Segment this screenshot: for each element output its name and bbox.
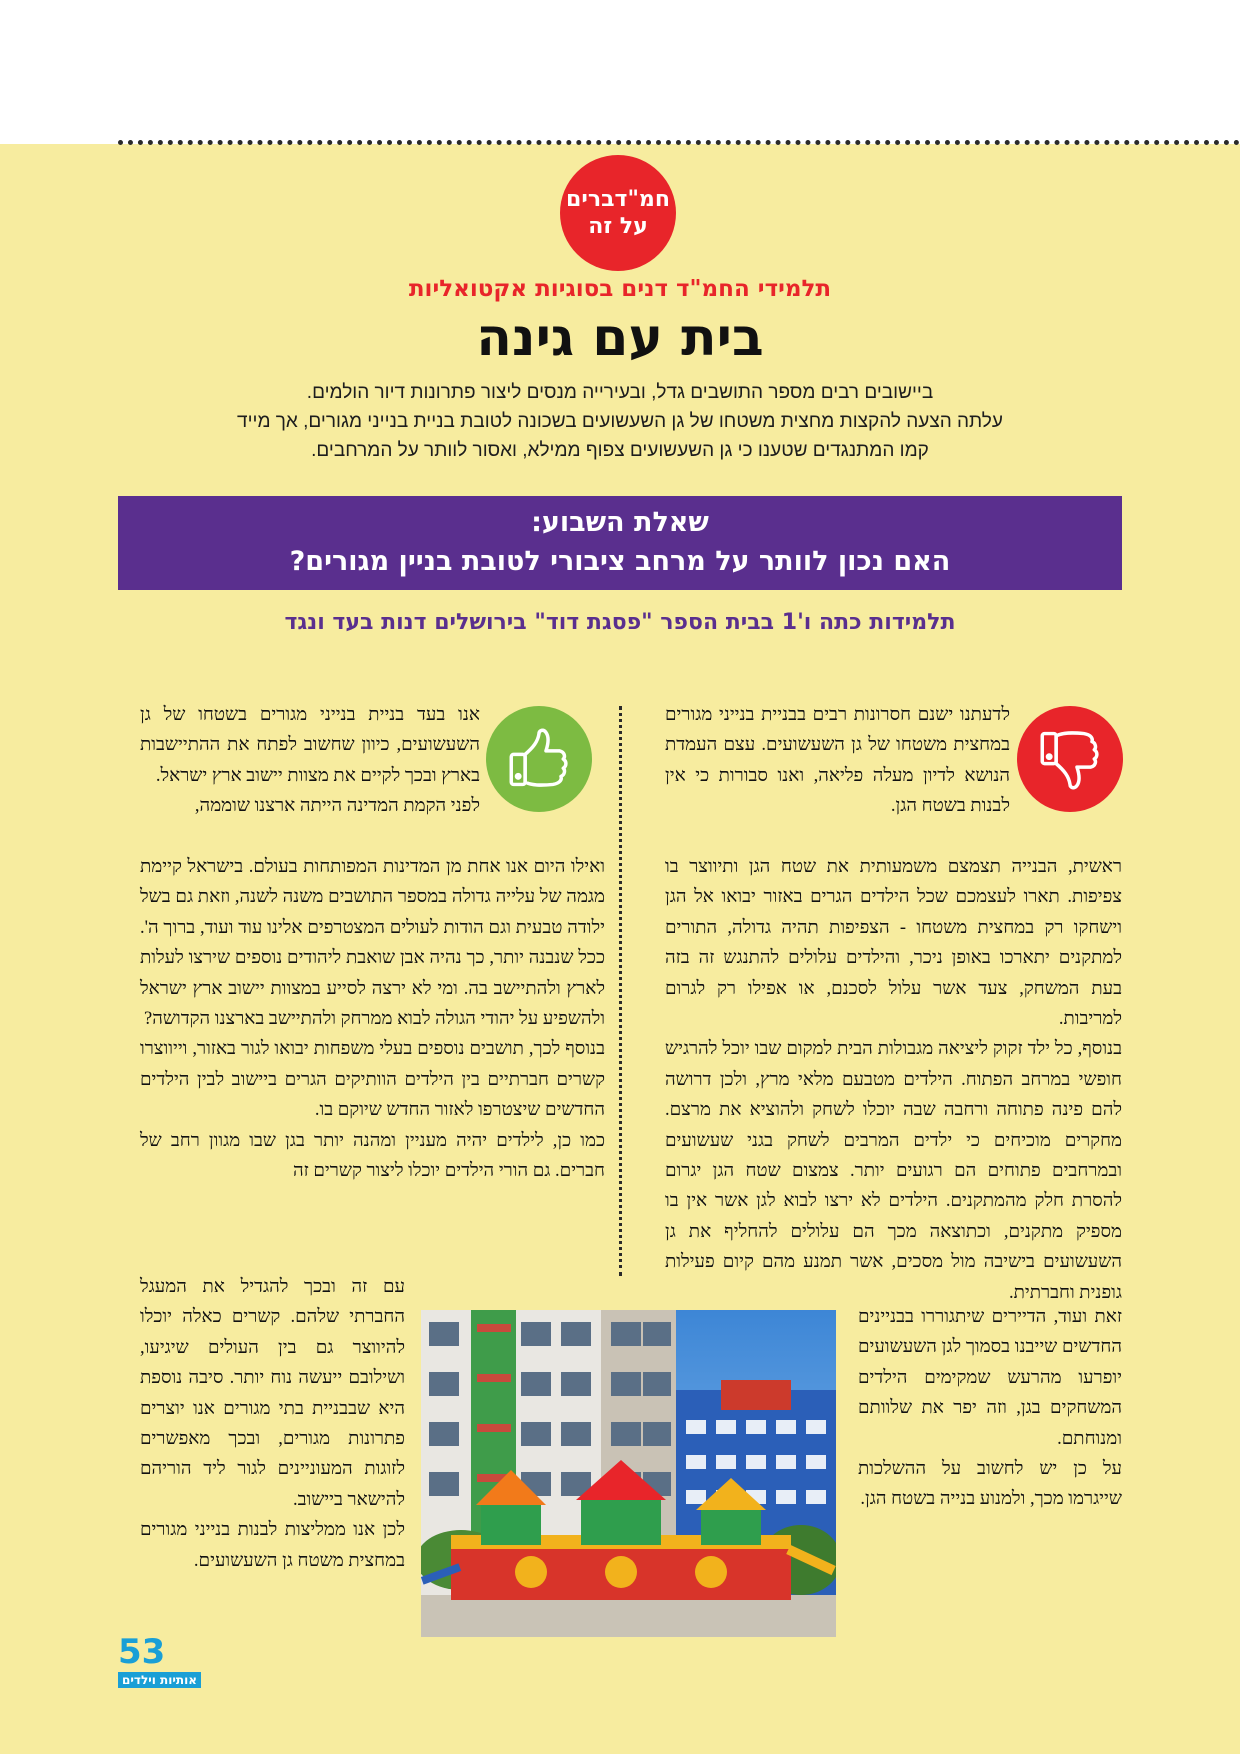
favor-paragraph: אנו בעד בניית בנייני מגורים בשטחו של גן השעשועים, כיוון שחשוב לפתח את ההתיישבות בארץ ובכך לקיים את מצוות יישוב ארץ ישראל. bbox=[140, 705, 480, 786]
intro-line: קמו המתנגדים שטענו כי גן השעשועים צפוף ממילא, ואסור לוותר על המרחבים. bbox=[311, 440, 929, 461]
favor-paragraph: עם זה ובכך להגדיל את המעגל החברתי שלהם. קשרים כאלה יוכלו להיווצר גם בין העולים שיגיעו, ושילובם ייעשה נוח יותר. סיבה נוספת היא שבבניית בתי מגורים אנו יוצרים פתרונות מגורים, ובכך מאפשרים לזוגות המעוניינים לגור ליד הוריהם להישאר ביישוב. bbox=[140, 1277, 405, 1510]
intro-line: עלתה הצעה להקצות מחצית משטחו של גן השעשועים בשכונה לטובת בניית בנייני מגורים, אך מייד bbox=[237, 411, 1003, 432]
against-body bbox=[665, 852, 1122, 1308]
favor-intro bbox=[140, 700, 480, 822]
against-intro bbox=[665, 700, 1010, 822]
byline: תלמידות כתה ו'1 בבית הספר "פסגת דוד" בירושלים דנות בעד ונגד bbox=[284, 610, 956, 635]
badge-line-2: על זה bbox=[588, 214, 648, 239]
section-badge bbox=[560, 155, 676, 271]
page-title: בית עם גינה bbox=[476, 308, 764, 368]
intro-line: ביישובים רבים מספר התושבים גדל, ובעירייה מנסים ליצור פתרונות דיור הולמים. bbox=[306, 382, 934, 403]
badge-line-1: חמ"דברים bbox=[566, 187, 670, 212]
intro-text bbox=[150, 378, 1090, 465]
question-banner bbox=[118, 496, 1122, 590]
question-label: שאלת השבוע: bbox=[531, 507, 709, 538]
thumbs-down-icon bbox=[1017, 706, 1123, 812]
favor-paragraph: ואילו היום אנו אחת מן המדינות המפותחות בעולם. בישראל קיימת מגמה של עלייה גדולה במספר התושבים משנה לשנה, וזאת גם בשל ילודה טבעית וגם הודות לעולים המצטרפים אלינו עוד ועוד, ברוך ה'. ככל שנבנה יותר, כך נהיה אבן שואבת ליהודים נוספים שירצו לעלות לארץ ולהתיישב בה. ומי לא ירצה לסייע במצוות יישוב ארץ ישראל ולהשפיע על יהודי הגולה לבוא ממרחק ולהתיישב בארצנו הקדושה? bbox=[140, 857, 605, 1030]
column-divider bbox=[619, 706, 622, 1276]
against-conclusion bbox=[858, 1302, 1122, 1515]
against-paragraph: זאת ועוד, הדיירים שיתגוררו בבניינים החדשים שייבנו בסמוך לגן השעשועים יופרעו מהרעש שמקימים הילדים המשחקים בגן, וזה יפר את שלוותם ומנוחתם. bbox=[858, 1307, 1122, 1449]
kicker: תלמידי החמ"ד דנים בסוגיות אקטואליות bbox=[408, 276, 832, 302]
favor-paragraph: לפני הקמת המדינה הייתה ארצנו שוממה, bbox=[194, 796, 480, 817]
against-paragraph: בנוסף, כל ילד זקוק ליציאה מגבולות הבית למקום שבו יוכל להרגיש חופשי במרחב הפתוח. הילדים מטבעם מלאי מרץ, ולכן דרושה להם פינה פתוחה ורחבה שבה יוכלו לשחק ולהוציא את מרצם. מחקרים מוכיחים כי ילדים המרבים לשחק בגני שעשועים ובמרחבים פתוחים הם רגועים יותר. צמצום שטח הגן יגרום להסרת חלק מהמתקנים. הילדים לא ירצו לבוא לגן אשר אין בו מספיק מתקנים, וכתוצאה מכך הם עלולים להחליף את גן השעשועים בישיבה מול מסכים, אשר תמנע מהם קיום פעילות גופנית וחברתית. bbox=[665, 1039, 1122, 1303]
against-paragraph: ראשית, הבנייה תצמצם משמעותית את שטח הגן ותיווצר בו צפיפות. תארו לעצמכם שכל הילדים הגרים באזור יבואו אל הגן וישחקו רק במחצית משטחו - הצפיפות תהיה גדולה, התורים למתקנים יתארכו באופן ניכר, והילדים עלולים להתנגש זה בזה בעת המשחק, צעד אשר עלול לסכנם, או אפילו רק לגרום למריבות. bbox=[665, 857, 1122, 1030]
favor-conclusion bbox=[140, 1272, 405, 1576]
favor-paragraph: כמו כן, לילדים יהיה מעניין ומהנה יותר בגן שבו מגוון רחב של חברים. גם הורי הילדים יוכלו ליצור קשרים זה bbox=[140, 1130, 605, 1182]
top-dotted-rule bbox=[118, 140, 1240, 145]
page-number: 53 bbox=[118, 1632, 166, 1672]
favor-body bbox=[140, 852, 605, 1186]
against-paragraph: לדעתנו ישנם חסרונות רבים בבניית בנייני מגורים במחצית משטחו של גן השעשועים. עצם העמדת הנושא לדיון מעלה פליאה, ואנו סבורות כי אין לבנות בשטח הגן. bbox=[665, 705, 1010, 817]
playground-photo bbox=[421, 1310, 836, 1637]
against-paragraph: על כן יש לחשוב על ההשלכות שייגרמו מכך, ולמנוע בנייה בשטח הגן. bbox=[858, 1459, 1122, 1510]
thumbs-up-icon bbox=[486, 706, 592, 812]
question-text: האם נכון לוותר על מרחב ציבורי לטובת בניין מגורים? bbox=[289, 546, 951, 577]
magazine-logo: אותיות וילדים bbox=[118, 1672, 201, 1688]
favor-paragraph: בנוסף לכך, תושבים נוספים בעלי משפחות יבואו לגור באזור, וייווצרו קשרים חברתיים בין הילדים הוותיקים הגרים ביישוב לבין הילדים החדשים שיצטרפו לאזור החדש שיוקם בו. bbox=[140, 1039, 605, 1121]
favor-paragraph: לכן אנו ממליצות לבנות בנייני מגורים במחצית משטח גן השעשועים. bbox=[140, 1520, 405, 1571]
